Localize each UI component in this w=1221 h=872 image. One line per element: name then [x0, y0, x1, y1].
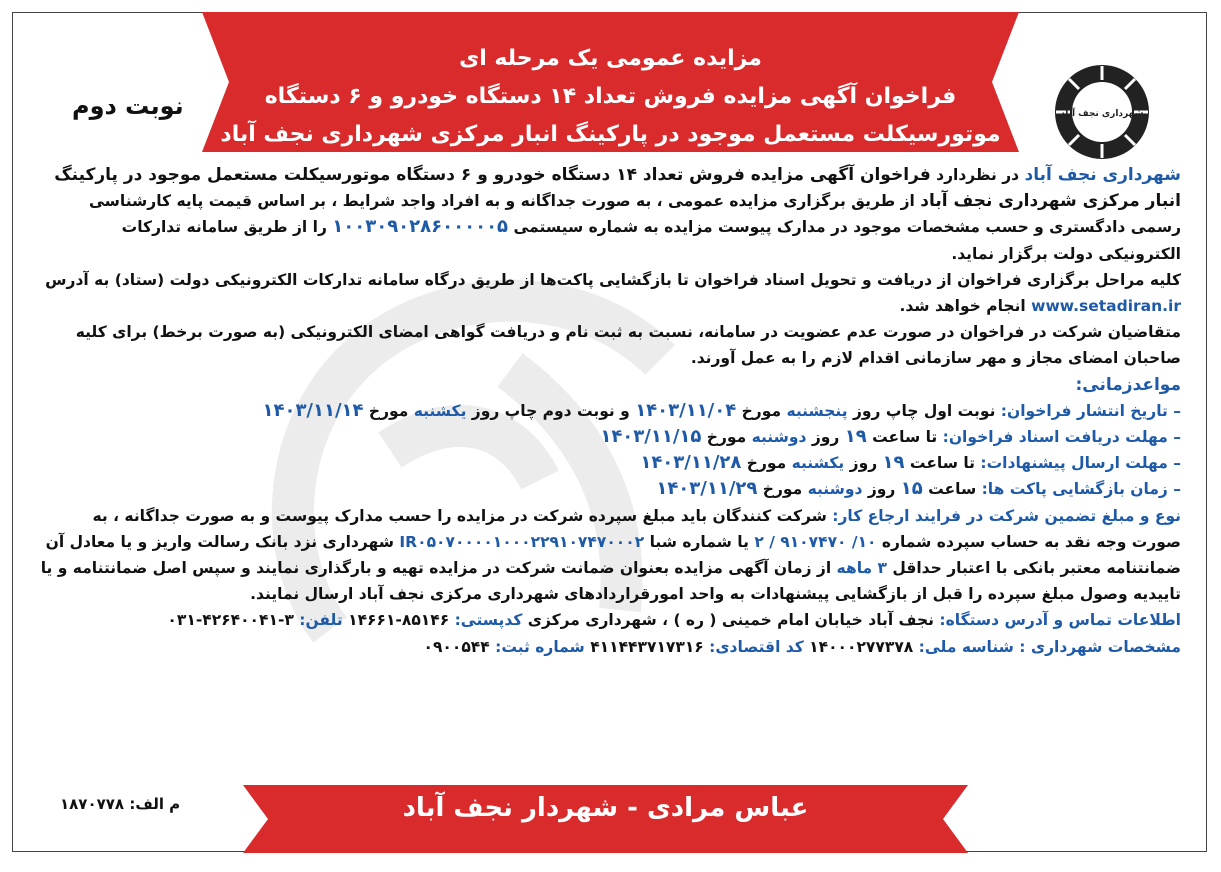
- national-id: ۱۴۰۰۰۲۷۷۳۷۸: [803, 637, 919, 656]
- header-banner: [202, 12, 1019, 152]
- schedule-row-publish: – تاریخ انتشار فراخوان: نوبت اول چاپ روز پنجشنبه مورخ ۱۴۰۳/۱۱/۰۴ و نوبت دوم چاپ روز یکشنبه مورخ ۱۴۰۳/۱۱/۱۴: [262, 399, 1181, 421]
- schedule-row-documents: – مهلت دریافت اسناد فراخوان: تا ساعت ۱۹ روز دوشنبه مورخ ۱۴۰۳/۱۱/۱۵: [600, 426, 1181, 448]
- setad-link[interactable]: www.setadiran.ir: [1031, 297, 1181, 316]
- contact-row: اطلاعات تماس و آدرس دستگاه: نجف آباد خیابان امام خمینی ( ره ) ، شهرداری مرکزی کدپستی: ۸۵۱۴۶-۱۴۶۶۱ تلفن: ۳-۴۲۶۴۰۰۴۱-۰۳۱: [167, 611, 1181, 630]
- guarantee-paragraph: نوع و مبلغ تضمین شرکت در فرایند ارجاع کار: شرکت کنندگان باید مبلغ سپرده شرکت در مزایده را حسب مدارک پیوست و به صورت جداگانه ، به صورت وجه نقد به حساب سپرده شماره ۱۰/ ۹۱۰۷۴۷۰ / ۲ یا شماره شبا IR۰۵۰۷۰۰۰۰۱۰۰۰۲۲۹۱۰۷۴۷۰۰۰۲ شهرداری نزد بانک رسالت واریز و یا معادل آن ضمانتنامه معتبر بانکی با اعتبار حداقل ۳ ماهه از زمان آگهی مزایده بعنوان ضمانت شرکت در مزایده تهیه و بارگذاری نمایند و سپس اصل ضمانتنامه و یا تاییدیه وصول مبلغ سپرده را قبل از بازگشایی پیشنهادات به واحد امورقراردادهای شهرداری مرکزی نجف آباد ارسال نمایند.: [40, 506, 1181, 604]
- municipality-name: شهرداری نجف آباد: [1024, 165, 1181, 185]
- municipality-seal-icon: [1050, 62, 1154, 162]
- signature: عباس مرادی - شهردار نجف آباد: [402, 793, 809, 823]
- registration-number: ۰۹۰۰۵۴۴: [423, 637, 496, 656]
- seal-text: شهرداری نجف آباد: [1060, 109, 1144, 119]
- system-number: ۱۰۰۳۰۹۰۲۸۶۰۰۰۰۰۵: [332, 216, 509, 238]
- round-label: نوبت دوم: [72, 92, 184, 120]
- ids-row: مشخصات شهرداری : شناسه ملی: ۱۴۰۰۰۲۷۷۳۷۸ کد اقتصادی: ۴۱۱۴۴۳۷۱۷۳۱۶ شماره ثبت: ۰۹۰۰۵۴۴: [423, 637, 1181, 656]
- schedule-row-submission: – مهلت ارسال پیشنهادات: تا ساعت ۱۹ روز یکشنبه مورخ ۱۴۰۳/۱۱/۲۸: [640, 452, 1181, 474]
- account-number: ۱۰/ ۹۱۰۷۴۷۰ / ۲: [754, 532, 877, 551]
- header-line-2: فراخوان آگهی مزایده فروش تعداد ۱۴ دستگاه خودرو و ۶ دستگاه: [264, 84, 957, 109]
- schedule-title: مواعدزمانی:: [1075, 374, 1181, 395]
- ad-body: [40, 162, 1181, 660]
- postal-code: ۸۵۱۴۶-۱۴۶۶۱: [342, 611, 455, 630]
- tender-title: فراخوان آگهی مزایده فروش تعداد ۱۴ دستگاه خودرو و ۶ دستگاه موتورسیکلت مستعمل موجود در پارکینگ انبار مرکزی شهرداری نجف آباد: [54, 165, 1181, 212]
- ad-code: م الف: ۱۸۷۰۷۷۸: [60, 795, 181, 813]
- header-line-1: مزایده عمومی یک مرحله ای: [459, 46, 762, 71]
- schedule-row-opening: – زمان بازگشایی پاکت ها: ساعت ۱۵ روز دوشنبه مورخ ۱۴۰۳/۱۱/۲۹: [656, 478, 1181, 500]
- economic-code: ۴۱۱۴۴۳۷۱۷۳۱۶: [584, 637, 710, 656]
- intro-paragraph: شهرداری نجف آباد در نظردارد فراخوان آگهی مزایده فروش تعداد ۱۴ دستگاه خودرو و ۶ دستگاه موتورسیکلت مستعمل موجود در پارکینگ انبار مرکزی شهرداری نجف آباد از طریق برگزاری مزایده عمومی ، به صورت جداگانه و به افراد واجد شرایط ، بر اساس قیمت پایه کارشناسی رسمی دادگستری و حسب مشخصات موجود در مدارک پیوست مزایده به شماره سیستمی ۱۰۰۳۰۹۰۲۸۶۰۰۰۰۰۵ را از طریق سامانه تدارکات الکترونیکی دولت برگزار نماید.: [54, 165, 1181, 263]
- sheba-number: IR۰۵۰۷۰۰۰۰۱۰۰۰۲۲۹۱۰۷۴۷۰۰۰۲: [399, 532, 645, 551]
- phone-number: ۳-۴۲۶۴۰۰۴۱-۰۳۱: [167, 611, 300, 630]
- registration-paragraph: متقاضیان شرکت در فراخوان در صورت عدم عضویت در سامانه، نسبت به ثبت نام و دریافت گواهی امضای الکترونیکی (به صورت برخط) برای کلیه صاحبان امضای مجاز و مهر سازمانی اقدام لازم را به عمل آورند.: [75, 323, 1181, 368]
- footer-banner: [243, 785, 968, 853]
- procedure-paragraph: کلیه مراحل برگزاری فراخوان از دریافت و تحویل اسناد فراخوان تا بازگشایی پاکت‌ها از طریق درگاه سامانه تدارکات الکترونیکی دولت (ستاد) به آدرس www.setadiran.ir انجام خواهد شد.: [45, 270, 1181, 316]
- header-line-3: موتورسیکلت مستعمل موجود در پارکینگ انبار مرکزی شهرداری نجف آباد: [220, 122, 1001, 147]
